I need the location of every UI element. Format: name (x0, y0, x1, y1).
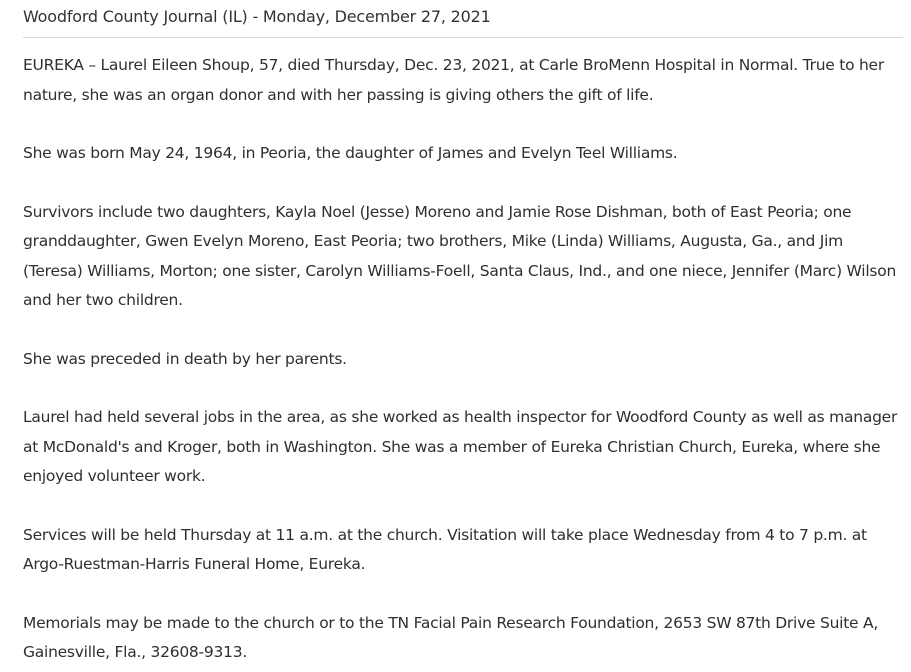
paragraph-death-notice: EUREKA – Laurel Eileen Shoup, 57, died Thursday, Dec. 23, 2021, at Carle BroMenn Hospital in Normal. True to her nature, she was an organ donor and with her passing is giving others the gift of life. (23, 56, 884, 104)
source-date-header: Woodford County Journal (IL) - Monday, December 27, 2021 (23, 7, 491, 26)
paragraph-birth: She was born May 24, 1964, in Peoria, the daughter of James and Evelyn Teel Williams. (23, 144, 678, 162)
paragraph-survivors: Survivors include two daughters, Kayla Noel (Jesse) Moreno and Jamie Rose Dishman, both of East Peoria; one granddaughter, Gwen Evelyn Moreno, East Peoria; two brothers, Mike (Linda) Williams, Augusta, Ga., and Jim (Teresa) Williams, Morton; one sister, Carolyn Williams-Foell, Santa Claus, Ind., and one niece, Jennifer (Marc) Wilson and her two children. (23, 202, 897, 309)
paragraph-services: Services will be held Thursday at 11 a.m. at the church. Visitation will take place Wednesday from 4 to 7 p.m. at Argo-Ruestman-Harris Funeral Home, Eureka. (23, 525, 867, 573)
paragraph-memorials: Memorials may be made to the church or to the TN Facial Pain Research Foundation, 2653 SW 87th Drive Suite A, Gainesville, Fla., 32608-9313. (23, 613, 879, 661)
paragraph-preceded: She was preceded in death by her parents. (23, 349, 347, 368)
header-divider (23, 37, 903, 38)
paragraph-career: Laurel had held several jobs in the area, as she worked as health inspector for Woodford County as well as manager at McDonald's and Kroger, both in Washington. She was a member of Eureka Christian Church, Eureka, where she enjoyed volunteer work. (23, 408, 898, 485)
obituary-body (23, 51, 903, 668)
